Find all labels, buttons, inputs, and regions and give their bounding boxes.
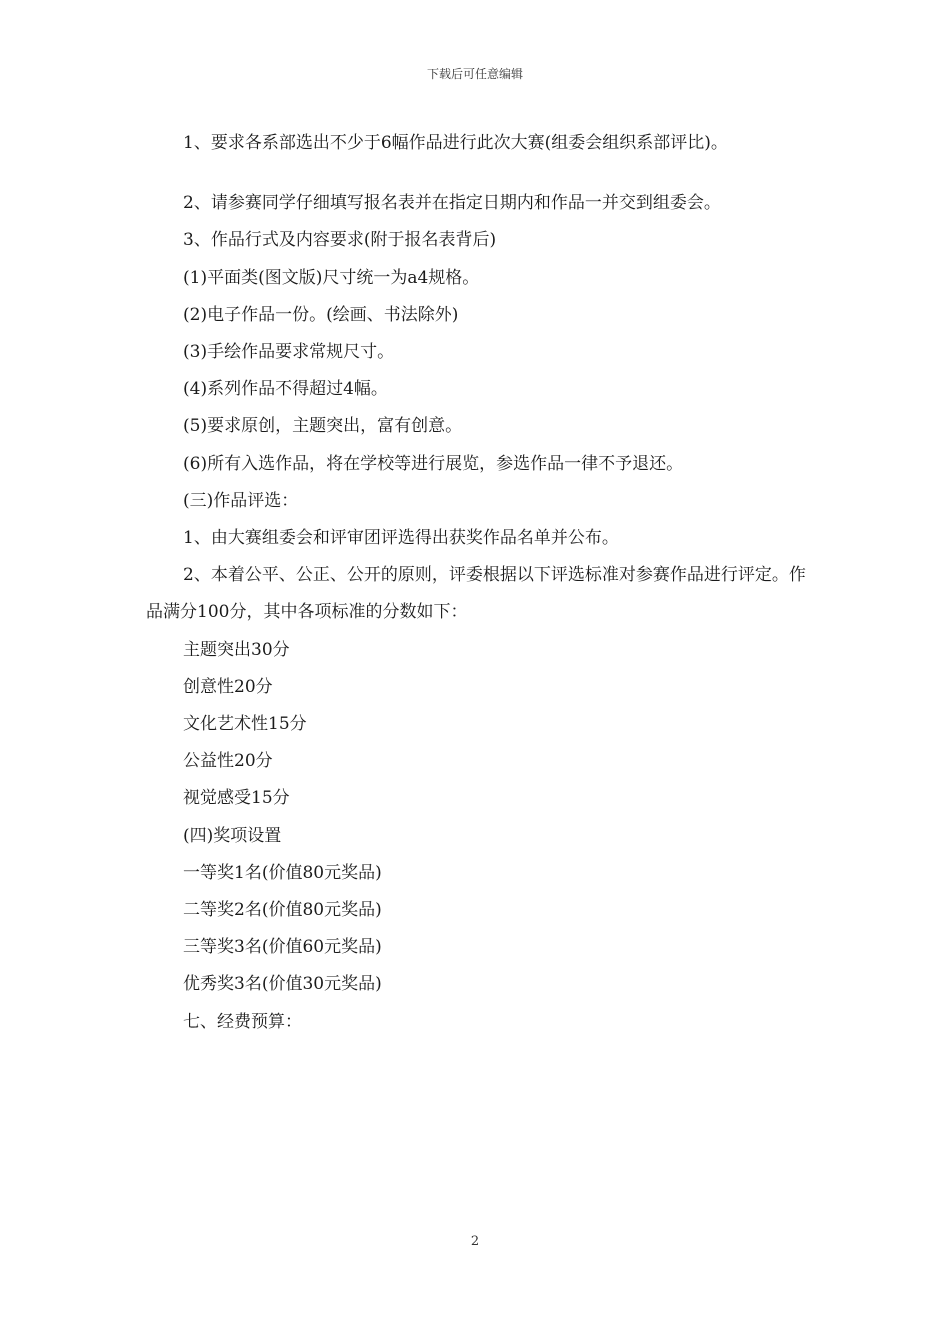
section-heading-budget: 七、经费预算： bbox=[183, 1011, 302, 1032]
award-third: 三等奖3名(价值60元奖品) bbox=[183, 937, 382, 958]
paragraph-format-3: (3)手绘作品要求常规尺寸。 bbox=[183, 342, 395, 363]
paragraph-requirement-1: 1、要求各系部选出不少于6幅作品进行此次大赛(组委会组织系部评比)。 bbox=[183, 133, 728, 153]
paragraph-format-5: (5)要求原创，主题突出，富有创意。 bbox=[183, 416, 463, 437]
score-item-creativity: 创意性20分 bbox=[183, 676, 273, 697]
paragraph-format-6: (6)所有入选作品，将在学校等进行展览，参选作品一律不予退还。 bbox=[183, 453, 684, 474]
score-item-artistry: 文化艺术性15分 bbox=[183, 714, 307, 735]
section-heading-awards: (四)奖项设置 bbox=[183, 825, 282, 846]
paragraph-format-1: (1)平面类(图文版)尺寸统一为a4规格。 bbox=[183, 267, 480, 288]
score-item-theme: 主题突出30分 bbox=[183, 639, 290, 660]
score-item-visual: 视觉感受15分 bbox=[183, 788, 290, 809]
paragraph-format-4: (4)系列作品不得超过4幅。 bbox=[183, 379, 388, 400]
section-heading-evaluation: (三)作品评选： bbox=[183, 490, 299, 511]
paragraph-evaluation-2: 2、本着公平、公正、公开的原则，评委根据以下评选标准对参赛作品进行评定。作品满分100分，其中各项标准的分数如下： bbox=[146, 565, 806, 623]
page-header: 下载后可任意编辑 bbox=[426, 67, 523, 81]
paragraph-requirement-3: 3、作品行式及内容要求(附于报名表背后) bbox=[183, 230, 497, 251]
award-excellence: 优秀奖3名(价值30元奖品) bbox=[183, 974, 382, 995]
paragraph-format-2: (2)电子作品一份。(绘画、书法除外) bbox=[183, 304, 459, 325]
award-second: 二等奖2名(价值80元奖品) bbox=[183, 900, 382, 921]
paragraph-evaluation-1: 1、由大赛组委会和评审团评选得出获奖作品名单并公布。 bbox=[183, 528, 619, 549]
document-body bbox=[146, 125, 810, 1041]
page-number: 2 bbox=[470, 1234, 480, 1249]
award-first: 一等奖1名(价值80元奖品) bbox=[183, 862, 382, 883]
paragraph-requirement-2: 2、请参赛同学仔细填写报名表并在指定日期内和作品一并交到组委会。 bbox=[183, 193, 721, 214]
score-item-public-welfare: 公益性20分 bbox=[183, 751, 273, 772]
